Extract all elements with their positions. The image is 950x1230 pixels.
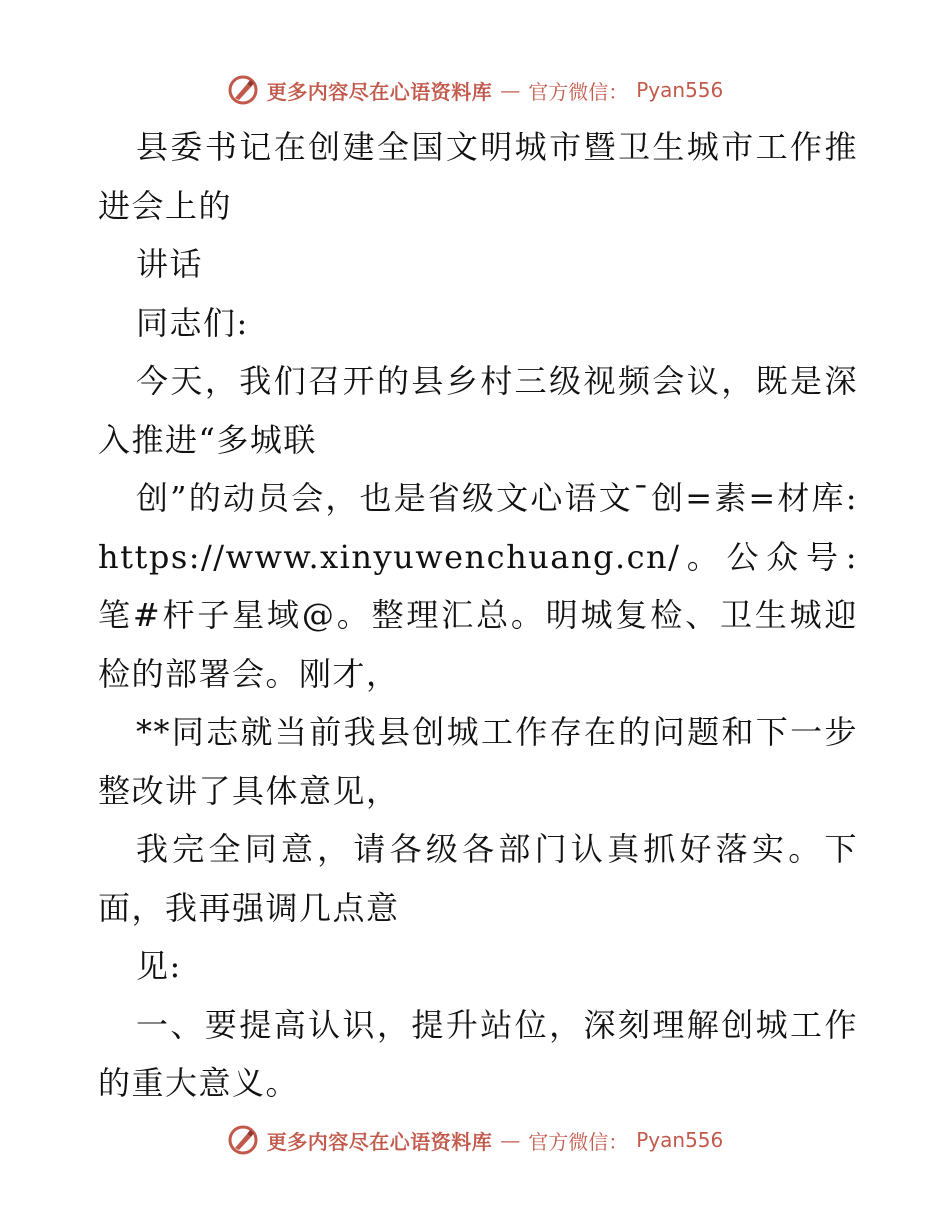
document-title-line: 讲话: [136, 245, 204, 283]
banner-contact-id: Pyan556: [636, 78, 724, 102]
pen-circle-logo-icon: [227, 1124, 259, 1156]
banner-contact-id: Pyan556: [636, 1128, 724, 1152]
header-watermark-banner: [0, 70, 950, 110]
section-heading: 一、要提高认识，提升站位，深刻理解创城工作的重大意义。: [98, 1005, 858, 1102]
document-title-line: 县委书记在创建全国文明城市暨卫生城市工作推进会上的: [98, 128, 858, 225]
body-paragraph: 创”的动员会，也是省级文心语文¯创=素=材库: https://www.xinyuwenchuang.cn/。公众号:笔#杆子星域@。整理汇总。明城复检、卫生城迎检的部署会。刚才，: [98, 479, 858, 693]
body-paragraph: 见:: [136, 947, 182, 985]
body-paragraph: **同志就当前我县创城工作存在的问题和下一步整改讲了具体意见，: [98, 713, 858, 810]
banner-text: 更多内容尽在心语资料库: [266, 1129, 493, 1154]
body-paragraph: 我完全同意，请各级各部门认真抓好落实。下面，我再强调几点意: [98, 830, 858, 927]
banner-text: 更多内容尽在心语资料库: [266, 79, 493, 104]
salutation: 同志们:: [136, 303, 249, 342]
banner-dash: —: [500, 78, 521, 102]
banner-dash: —: [500, 1128, 521, 1152]
banner-contact-label: 官方微信：: [528, 79, 629, 104]
pen-circle-logo-icon: [227, 74, 259, 106]
body-paragraph: 今天，我们召开的县乡村三级视频会议，既是深入推进“多城联: [98, 362, 858, 459]
document-body: [98, 118, 858, 1113]
footer-watermark-banner: [0, 1120, 950, 1160]
banner-contact-label: 官方微信：: [528, 1129, 629, 1154]
